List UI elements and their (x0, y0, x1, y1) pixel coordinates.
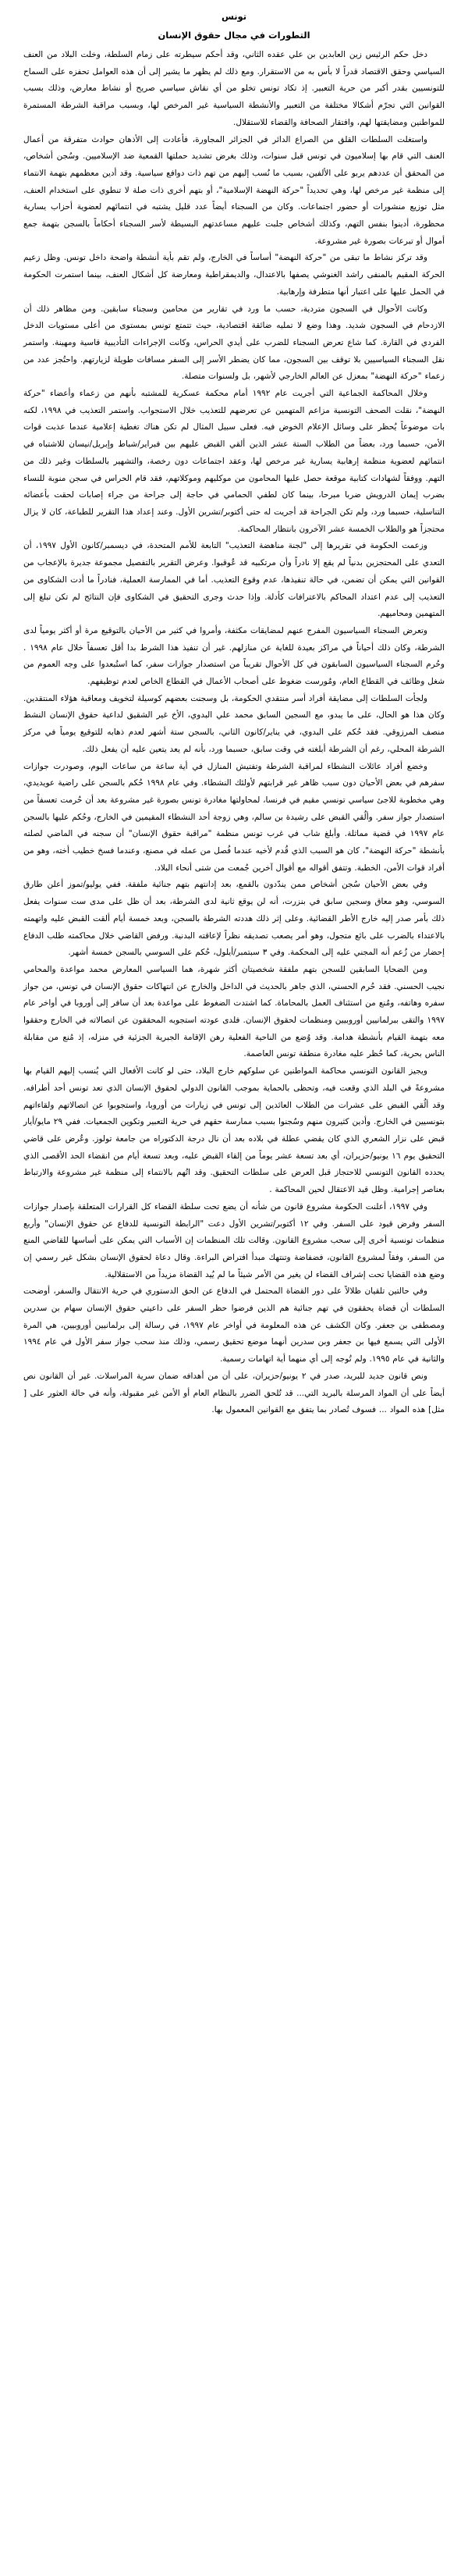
document-title: تونس (221, 11, 247, 22)
document-subtitle: التطورات في مجال حقوق الإنسان (158, 30, 310, 41)
paragraph: وقد تركز نشاط ما تبقى من "حركة النهضة" أساساً في الخارج، ولم تقم بأية أنشطة واضحة داخل تونس. وظل زعيم الحركة المقيم بالمنفى راشد الغنوشي يصفها بالاعتدال، والديمقراطية ومعارضة كل أشكال العنف، بينما استمرت الحكومة في الحمل عليها على اعتبار أنها متطرفة وإرهابية. (23, 253, 445, 297)
paragraph: وفي بعض الأحيان سُجن أشخاص ممن يندّدون بالقمع، بعد إدانتهم بتهم جنائية ملفقة. ففي يوليو/تموز أعلن طارق السوسي، وهو معاق وسجين سابق في بنزرت، أنه لن يوقع ثانية لدى الشرطة، بعد أن ظل على مدى ست سنوات يفعل ذلك بأمر صدر إليه خارج الأطر القضائية. وعلى إثر ذلك هددته الشرطة بالسجن، وبعد خمسة أيام ألقت القبض عليه واتهمته بالاعتداء بالضرب على بائع متجول، وهو أمر يصعب تصديقه نظراً لإعاقته البدنية. ورفض القاضي خلال محاكمته طلب الدفاع إحضار من زُعم أنه المجني عليه إلى المحكمة. وفي ٣ سبتمبر/أيلول، حُكم على السوسي بالسجن خمسة أشهر. (23, 880, 445, 958)
paragraph: وفي ١٩٩٧، أعلنت الحكومة مشروع قانون من شأنه أن يضع تحت سلطة القضاء كل القرارات المتعلقة بإصدار جوازات السفر وفرض قيود على السفر. وفي ١٢ أكتوبر/تشرين الأول دعت "الرابطة التونسية للدفاع عن حقوق الإنسان" وأربع منظمات تونسية أخرى إلى سحب مشروع القانون. وقالت تلك المنظمات إن الأسباب التي يمكن على أساسها للقاضي المنع من السفر، وفقاً لمشروع القانون، فضفاضة وتنتهك مبدأ افتراض البراءة. وقال دعاة لحقوق الإنسان بشكل غير رسمي إن وضع هذه القضايا تحت إشراف القضاء لن يغير من الأمر شيئاً ما لم يُيد القضاة مزيداً من الاستقلالية. (23, 1201, 445, 1279)
paragraph: وخضع أفراد عائلات النشطاء لمراقبة الشرطة وتفتيش المنازل في أية ساعة من ساعات اليوم، وصودرت جوازات سفرهم في بعض الأحيان دون سبب ظاهر غير قرابتهم لأولئك النشطاء. وفي عام ١٩٩٨ حُكم بالسجن على راضية عويديدي، وهي مخطوبة للاجئ سياسي تونسي مقيم في فرنسا، لمحاولتها مغادرة تونس بصورة غير مشروعة بعد أن حُرمت تعسفاً من استصدار جواز سفر. وألُقي القبض على رشيدة بن سالم، وهي زوجة أحد النشطاء المقيمين في الخارج، وحُكم عليها بالسجن عام ١٩٩٧ في قضية مماثلة. وأبلغ شاب في غرب تونس منظمة "مراقبة حقوق الإنسان" أن سجنه في الماضي لصلته بأنشطة "حركة النهضة"، كان هو السبب الذي قُدم لأخيه عندما فُصل من عمله في مصنع، وعندما فسخ خطيب أخته، وهو من أفراد قوات الأمن، الخطبة. وتتفق أقواله مع أقوال آخرين جُمعت من شتى أنحاء البلاد. (23, 761, 445, 873)
paragraph: ويجيز القانون التونسي محاكمة المواطنين عن سلوكهم خارج البلاد، حتى لو كانت الأفعال التي يُنسب إليهم القيام بها مشروعةً في البلد الذي وقعت فيه، وتحظى بالحماية بموجب القانون الدولي لحقوق الإنسان الذي تعد تونس أحد أطرافه. وقد ألُقي القبض على عشرات من الطلاب العائدين إلى تونس في زيارات من أوروبا، واستجوبوا عن اتصالاتهم ولقاءاتهم بتونسيين في الخارج. وأدين كثيرون منهم وسُجنوا بسبب ممارسة حقهم في حرية التعبير وتكوين الجمعيات. ففي ٢٩ مايو/أيار قبض على نزار الشعري الذي كان يقضي عطلة في بلاده بعد أن نال درجة الدكتوراه من جامعة تولوز. وعُرض على قاضي التحقيق يوم ١٦ يونيو/حزيران، أي بعد تسعة عشر يوماً من إلقاء القبض عليه، وبعد تسعة أيام من انقضاء الحد الأقصى الذي يحدده القانون التونسي للاحتجاز قبل العرض على سلطات التحقيق. وقد اتُهم بالانتماء إلى منظمة غير مشروعة والارتباط بعناصر إجرامية. وظل قيد الاعتقال لحين المحاكمة . (23, 1066, 445, 1195)
paragraph: وفي حالتين تلقيان ظلالاً على دور القضاة المحتمل في الدفاع عن الحق الدستوري في حرية الانتقال والسفر، أوضحت السلطات أن قضاة يحققون في تهم جنائية هم الذين فرضوا حظر السفر على داعيتي حقوق الإنسان سهام بن سدرين ومصطفى بن جعفر. وكان الكشف عن هذه المعلومة في أواخر عام ١٩٩٧، في رسالة إلى برلمانيين أوروبيين، هي المرة الأولى التي يسمع فيها بن جعفر وبن سدرين أنهما موضع تحقيق رسمي، وذلك منذ سحب جواز سفر الأول في عام ١٩٩٤ والثانية في عام ١٩٩٥. ولم تُوجه إلى أي منهما أية اتهامات رسمية. (23, 1286, 445, 1364)
paragraph: واستغلت السلطات القلق من الصراع الدائر في الجزائر المجاورة، فأعادت إلى الأذهان حوادث متفرقة من أعمال العنف التي قام بها إسلاميون في تونس قبل سنوات، وذلك بغرض تشديد حملتها القمعية ضد الإسلاميين. وسُجن أشخاص، من المحقق أن عددهم يربو على الألفين، بسبب ما نُسب إليهم من تهم ذات دوافع سياسية. وقد أدين معظمهم بتهمة الانتماء إلى منظمة غير مرخص لها، وهي تحديداً "حركة النهضة الإسلامية"، أو بتهم أخرى ذات صلة لا تنطوي على استخدام العنف، مثل توزيع منشورات أو حضور اجتماعات. وكان من السجناء أيضاً عدد قليل يشتبه في انتمائهم لعضوية أحزاب يسارية محظورة، أدينوا بنفس التهم، وكذلك أشخاص جلبت عليهم مساعدتهم البسيطة لأسر السجناء أحكاماً بالسجن بتهمة جمع أموال أو تبرعات بصورة غير مشروعة. (23, 134, 445, 246)
paragraph: ومن الضحايا السابقين للسجن بتهم ملفقة شخصيتان أكثر شهرة، هما السياسي المعارض محمد مواعدة والمحامي نجيب الحسني. فقد حُرم الحسني، الذي جاهر بالحديث في الداخل والخارج عن انتهاكات حقوق الإنسان في تونس، من جواز سفره وهاتفه، ومُنع من استئناف العمل بالمحاماة. كما اشتدت الضغوط على مواعدة بعد أن سافر إلى أوروبا في أواخر عام ١٩٩٧ والتقى ببرلمانيين أوروبيين ومنظمات لحقوق الإنسان. فلدى عودته استجوبه المحققون عن اتصالاته في الخارج وحققوا معه بتهمة القيام بأنشطة هدامة. وقد وُضع من الناحية الفعلية رهن الإقامة الجبرية الجزئية في منزله، إذ مُنع من مقابلة الناس بحرية، كما حُظر عليه مغادرة منطقة تونس العاصمة. (23, 964, 445, 1059)
paragraph: وكانت الأحوال في السجون متردية، حسب ما ورد في تقارير من محامين وسجناء سابقين. ومن مظاهر ذلك أن الازدحام في السجون شديد. وهذا وضع لا تمليه ضائقة اقتصادية، حيث تتمتع تونس بمستوى من أعلى مستويات الدخل الفردي في القارة. كما شاع تعرض السجناء للضرب على أيدي الحراس، وكانت الإجراءات التأديبية قاسية ومهينة. واستمر نقل السجناء السياسيين بلا توقف بين السجون، مما كان يضطر الأسر إلى السفر مسافات طويلة لزيارتهم. واحتُجز عدد من زعماء "حركة النهضة" بمعزل عن العالم الخارجي لأشهر، بل ولسنوات متصلة. (23, 304, 445, 382)
paragraph: وتعرض السجناء السياسيون المفرج عنهم لمضايقات مكثفة، وأمروا في كثير من الأحيان بالتوقيع مرة أو أكثر يومياً لدى الشرطة، وكان ذلك أحياناً في مراكز بعيدة للغاية عن منازلهم. غير أن تنفيذ هذا الشرط بدا أقل تعسفاً خلال عام ١٩٩٨ . وحُرم السجناء السياسيون السابقون في كل الأحوال تقريباً من استصدار جوازات سفر، كما استُبعدوا على وجه العموم من شغل وظائف في القطاع العام، ومُورست ضغوط على أصحاب الأعمال في القطاع الخاص لعدم توظيفهم. (23, 625, 445, 687)
paragraph: ونص قانون جديد للبريد، صدر في ٢ يونيو/حزيران، على أن من أهدافه ضمان سرية المراسلات. غير أن القانون نص أيضاً على أن المواد المرسلة بالبريد التي... قد تُلحق الضرر بالنظام العام أو الأمن غير مقبولة، وأنه في حالة العثور على [ مثل] هذه المواد ... فسوف تُصادر بما يتفق مع القوانين المعمول بها. (23, 1371, 445, 1415)
paragraph: دخل حكم الرئيس زين العابدين بن علي عقده الثاني، وقد أحكم سيطرته على زمام السلطة، وخلت البلاد من العنف السياسي وحقق الاقتصاد قدراً لا بأس به من الاستقرار. ومع ذلك لم يظهر ما يشير إلى أن هذه العوامل تحفزه على السماح للتونسيين بقدر أكبر من حرية التعبير. إذ تكاد تونس تخلو من أي نقاش سياسي صريح أو نشاط معارض، وذلك بسبب القوانين التي تجرّم أشكالا مختلفة من التعبير والأنشطة السياسية غير المرخص لها، وبسبب مراقبة الشرطة المستمرة للمواطنين ومضايقتها لهم، وافتقار الصحافة والقضاء للاستقلال. (23, 50, 445, 127)
paragraph: وزعمت الحكومة في تقريرها إلى "لجنة مناهضة التعذيب" التابعة للأمم المتحدة، في ديسمبر/كانون الأول ١٩٩٧، أن التعدي على المحتجزين بدنياً لم يقع إلا نادراً وأن مرتكبيه قد عُوقبوا. وعرض التقرير بالتفصيل مجموعة جديرة بالإعجاب من القوانين التي يمكن أن تضمن، في حالة تنفيذها، عدم وقوع التعذيب. أما في الممارسة العملية، فنادراً ما أدت الشكاوى من التعذيب إلى عدم اعتداد المحاكم بالاعترافات كأدلة. وإذا حدث وجرى التحقيق في الشكاوى فإن النتائج لم تكن تبلغ إلى المتهمين ومحاميهم. (23, 541, 445, 619)
paragraph: ولجأت السلطات إلى مضايقة أفراد أسر منتقدي الحكومة، بل وسجنت بعضهم كوسيلة لتخويف ومعاقبة هؤلاء المنتقدين. وكان هذا هو الحال، على ما يبدو، مع السجين السابق محمد علي البدوي، الأخ غير الشقيق لداعية حقوق الإنسان النشط منصف المرزوقي. فقد حُكم على البدوي، في يناير/كانون الثاني، بالسجن ستة أشهر لعدم ذهابه للتوقيع يومياً في مركز الشرطة المحلي، رغم أن الشرطة أبلغته في وقت سابق، حسبما ورد، بأنه لم يعد يتعين عليه أن يفعل ذلك. (23, 693, 445, 754)
paragraph: وخلال المحاكمة الجماعية التي أجريت عام ١٩٩٢ أمام محكمة عسكرية للمشتبه بأنهم من زعماء وأعضاء "حركة النهضة"، نقلت الصحف التونسية مزاعم المتهمين عن تعرضهم للتعذيب خلال الاستجواب. واستمر التعذيب في ١٩٩٨، لكنه بات موضوعاً يُحظر على وسائل الإعلام الخوض فيه. فعلى سبيل المثال لم تكن هناك تغطية إعلامية عندما عذبت قوات الأمن، حسبما ورد، بعضاً من الطلاب الستة عشر الذين ألقي القبض عليهم بين فبراير/شباط وإبريل/نيسان للاشتباه في انتمائهم لعضوية منظمة إرهابية يسارية غير مرخص لها، وعقد اجتماعات دون رخصة، والتشهير بالسلطات وغير ذلك من التهم. ووفقاً لشهادات كتابية موقعة حصل عليها المحامون من موكليهم وموكلاتهم، فقد قام الحراس في سجن منوبة للنساء بضرب إيمان الدرويش ضربا مبرحا، بينما كان لطفي الحمامي في حاجة إلى جراحة من جراء إصابات لحقت بأعضائه التناسلية، حسبما ورد، ولم تكن الجراحة قد أجريت له حتى أكتوبر/تشرين الأول. وعند إعداد هذا التقرير للطباعة، كان لا يزال محتجزاً هو والطلاب الخمسة عشر الآخرون بانتظار المحاكمة. (23, 389, 445, 534)
